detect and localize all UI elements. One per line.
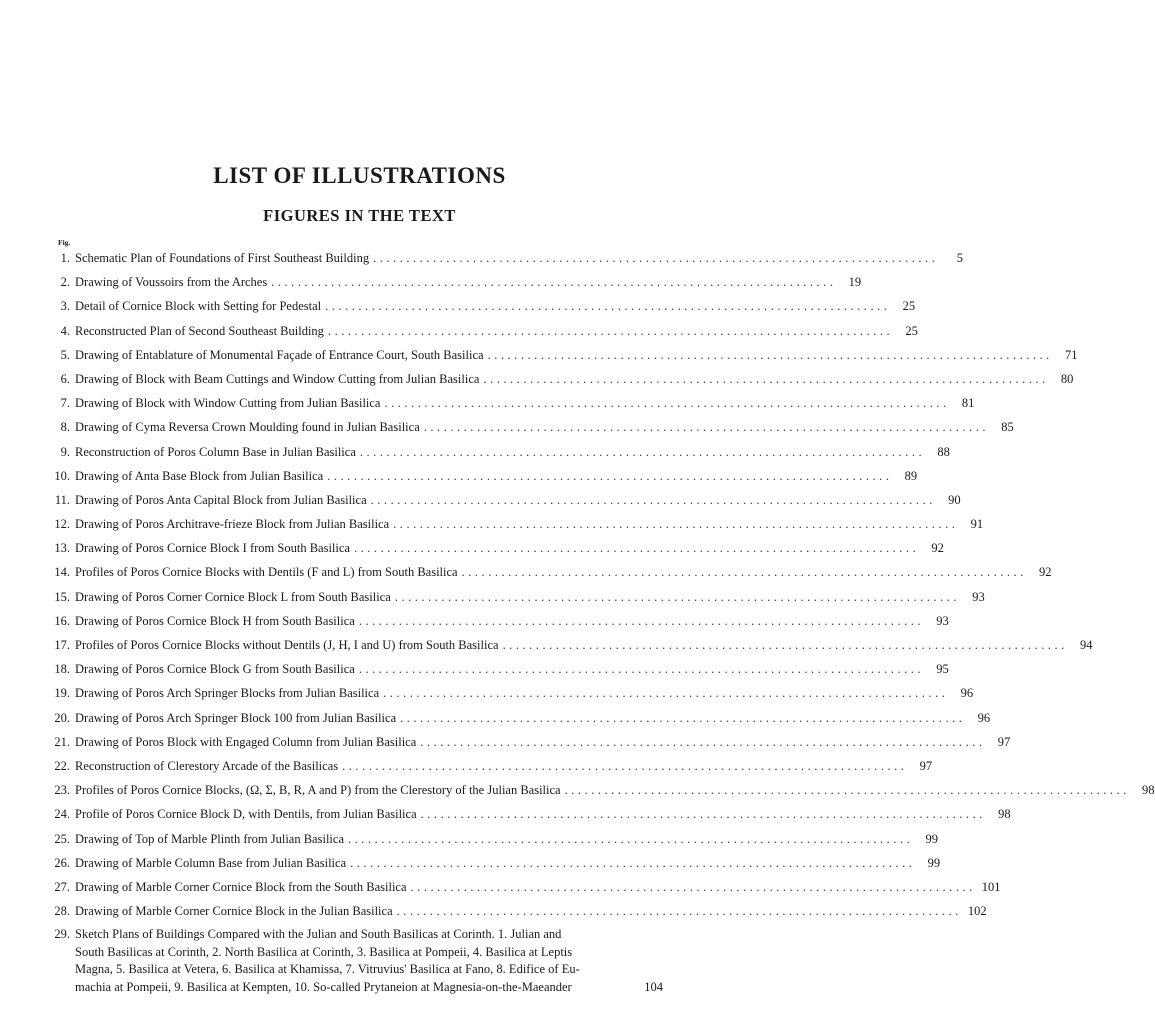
figure-caption: Drawing of Voussoirs from the Arches: [75, 275, 268, 290]
figure-entry: [40, 294, 916, 318]
figure-number: 19.: [54, 686, 70, 701]
figure-number: 20.: [54, 710, 70, 725]
figure-caption: Reconstruction of Poros Column Base in Julian Basilica: [75, 444, 356, 459]
figure-page-number: 92: [1039, 565, 1052, 580]
figure-number: 17.: [54, 638, 70, 652]
figure-number: 27.: [54, 879, 70, 894]
figure-entry: [40, 633, 1093, 657]
figure-caption: Drawing of Marble Corner Cornice Block from the South Basilica: [75, 879, 407, 894]
figure-entry: [40, 464, 918, 488]
figure-number: 21.: [54, 734, 70, 749]
figure-caption-line: South Basilicas at Corinth, 2. North Basilica at Corinth, 3. Basilica at Pompeii, 4. Basilica at Leptis: [75, 944, 573, 959]
figure-entry: [40, 802, 1011, 826]
figure-number: 24.: [54, 807, 70, 822]
dot-leader: [344, 827, 914, 851]
figure-number: 12.: [54, 517, 70, 532]
figure-entry: [40, 270, 862, 294]
figure-number: 14.: [54, 565, 70, 580]
figure-page-number: 94: [1080, 638, 1093, 652]
figure-entry: [40, 367, 1074, 391]
figure-caption: Drawing of Poros Cornice Block H from South Basilica: [75, 613, 355, 628]
figure-page-number: 88: [937, 444, 950, 459]
figure-page-number: 95: [936, 662, 949, 677]
dot-leader: [380, 391, 950, 415]
dot-leader: [561, 778, 1131, 802]
figure-caption: Drawing of Poros Cornice Block I from South Basilica: [75, 541, 350, 556]
dot-leader: [396, 706, 966, 730]
dot-leader: [355, 657, 925, 681]
figure-page-number: 104: [644, 979, 663, 994]
figure-entry: [40, 730, 1011, 754]
figure-caption: Drawing of Block with Window Cutting from Julian Basilica: [75, 396, 381, 411]
dot-leader: [355, 609, 925, 633]
figure-caption: Drawing of Poros Arch Springer Block 100 from Julian Basilica: [75, 710, 397, 725]
figure-entry: [40, 706, 991, 730]
figure-caption: Drawing of Marble Corner Cornice Block in the Julian Basilica: [75, 904, 393, 919]
figure-entry: [40, 512, 984, 536]
figure-entry: [40, 657, 949, 681]
figure-caption: Drawing of Poros Cornice Block G from South Basilica: [75, 662, 355, 677]
figure-page-number: 91: [970, 517, 984, 532]
figure-page-number: 80: [1060, 371, 1074, 386]
dot-leader: [346, 851, 916, 875]
figure-number: 6.: [60, 371, 70, 386]
figure-entry: [40, 609, 949, 633]
figure-caption-line: Magna, 5. Basilica at Vetera, 6. Basilica at Khamissa, 7. Vitruvius' Basilica at Fano, 8. Edifice of Eu-: [75, 962, 580, 977]
figure-number: 4.: [60, 323, 70, 338]
figure-page-number: 101: [981, 879, 1001, 894]
figure-page-number: 93: [936, 613, 949, 628]
figure-page-number: 98: [998, 807, 1011, 822]
figure-page-number: 99: [927, 855, 941, 870]
figure-entry: [40, 415, 1014, 439]
figure-caption-line: Sketch Plans of Buildings Compared with the Julian and South Basilicas at Corinth. 1. Julian and: [75, 927, 562, 942]
dot-leader: [350, 536, 920, 560]
figure-caption: Profile of Poros Cornice Block D, with Dentils, from Julian Basilica: [75, 807, 417, 822]
figure-entry: [40, 585, 985, 609]
figure-page-number: 25: [902, 299, 916, 314]
figure-entry: [40, 875, 1001, 899]
figure-page-number: 92: [931, 541, 944, 556]
dot-leader: [321, 294, 891, 318]
figure-number: 22.: [54, 758, 70, 773]
figure-number: 7.: [60, 396, 70, 411]
figure-entry: [40, 827, 938, 851]
figure-number: 29.: [54, 927, 70, 942]
figure-caption: Drawing of Poros Arch Springer Blocks from Julian Basilica: [75, 686, 380, 701]
figure-number: 15.: [54, 589, 70, 604]
figure-number: 3.: [60, 299, 70, 314]
figure-caption-line: machia at Pompeii, 9. Basilica at Kempten, 10. So-called Prytaneion at Magnesia-on-the-Maeander: [75, 979, 572, 994]
figure-page-number: 97: [997, 734, 1011, 749]
section-subtitle: FIGURES IN THE TEXT: [263, 206, 456, 225]
figure-caption: Drawing of Poros Anta Capital Block from Julian Basilica: [75, 492, 367, 507]
figure-entry: [40, 681, 974, 705]
figure-caption: Drawing of Poros Block with Engaged Column from Julian Basilica: [75, 734, 417, 749]
dot-leader: [420, 415, 990, 439]
figure-entry: [40, 754, 933, 778]
figure-entry: [40, 778, 1155, 802]
figure-entry: [40, 343, 1078, 367]
figure-page-number: 98: [1142, 783, 1155, 798]
figure-entry: [40, 536, 944, 560]
figure-caption: Drawing of Marble Column Base from Julian Basilica: [75, 855, 347, 870]
figure-caption: Reconstruction of Clerestory Arcade of the Basilicas: [75, 758, 339, 773]
figure-number: 11.: [54, 492, 70, 507]
dot-leader: [389, 512, 959, 536]
dot-leader: [324, 319, 894, 343]
figure-caption: Drawing of Poros Corner Cornice Block L from South Basilica: [75, 589, 391, 604]
figure-caption: Drawing of Poros Architrave-frieze Block from Julian Basilica: [75, 517, 390, 532]
figure-caption: Reconstructed Plan of Second Southeast Building: [75, 323, 324, 338]
figure-number: 28.: [54, 904, 70, 919]
dot-leader: [417, 802, 987, 826]
figure-caption: Schematic Plan of Foundations of First Southeast Building: [75, 251, 370, 265]
figure-number: 23.: [54, 783, 70, 798]
figure-number: 1.: [60, 251, 70, 265]
figure-entry: [40, 391, 975, 415]
dot-leader: [356, 440, 926, 464]
figure-caption-last-line: [40, 979, 663, 997]
dot-leader: [369, 246, 939, 270]
figure-number: 2.: [60, 275, 70, 290]
figure-list: [40, 246, 1155, 996]
figure-page-number: 71: [1065, 347, 1078, 362]
figure-page-number: 25: [905, 323, 918, 338]
figure-number: 8.: [60, 420, 70, 435]
figure-page-number: 85: [1001, 420, 1014, 435]
figure-entry: [40, 560, 1052, 584]
figure-page-number: 90: [948, 492, 961, 507]
dot-leader: [393, 899, 963, 923]
figure-page-number: 102: [967, 904, 987, 919]
dot-leader: [367, 488, 937, 512]
figure-number: 5.: [60, 347, 70, 362]
figure-page-number: 99: [925, 831, 938, 846]
fig-column-label: Fig.: [58, 238, 71, 247]
figure-entry-29: [40, 923, 663, 996]
dot-leader: [407, 875, 977, 899]
figure-number: 25.: [54, 831, 70, 846]
figure-page-number: 81: [961, 396, 975, 411]
dot-leader: [391, 585, 961, 609]
figure-number: 26.: [54, 855, 70, 870]
dot-leader: [499, 633, 1069, 657]
figure-caption: Profiles of Poros Cornice Blocks without Dentils (J, H, I and U) from South Basilica: [75, 638, 499, 652]
figure-page-number: 96: [960, 686, 974, 701]
dot-leader: [323, 464, 893, 488]
dot-leader: [458, 560, 1028, 584]
figure-page-number: 5: [956, 251, 964, 265]
figure-caption: Profiles of Poros Cornice Blocks with Dentils (F and L) from South Basilica: [75, 565, 458, 580]
figure-number: 13.: [54, 541, 70, 556]
figure-page-number: 19: [848, 275, 862, 290]
figure-entry: [40, 899, 987, 923]
dot-leader: [416, 730, 986, 754]
figure-entry: [40, 851, 941, 875]
figure-number: 9.: [60, 444, 70, 459]
figure-caption: Drawing of Block with Beam Cuttings and Window Cutting from Julian Basilica: [75, 371, 480, 386]
figure-caption: Profiles of Poros Cornice Blocks, (Ω, Σ, B, R, A and P) from the Clerestory of the Julian Basilica: [75, 783, 561, 798]
dot-leader: [484, 343, 1054, 367]
figure-caption: Drawing of Anta Base Block from Julian Basilica: [75, 468, 324, 483]
figure-caption: Drawing of Cyma Reversa Crown Moulding found in Julian Basilica: [75, 420, 420, 435]
dot-leader: [338, 754, 908, 778]
page-title: LIST OF ILLUSTRATIONS: [213, 163, 506, 188]
dot-leader: [379, 681, 949, 705]
figure-number: 18.: [54, 662, 70, 677]
figure-caption: Drawing of Top of Marble Plinth from Julian Basilica: [75, 831, 344, 846]
figure-caption: Detail of Cornice Block with Setting for Pedestal: [75, 299, 322, 314]
figure-entry: [40, 440, 950, 464]
figure-entry: [40, 319, 918, 343]
figure-entry: [40, 488, 961, 512]
figure-entry: [40, 246, 964, 270]
figure-number: 10.: [54, 468, 70, 483]
figure-page-number: 97: [919, 758, 933, 773]
dot-leader: [267, 270, 837, 294]
figure-number: 16.: [54, 613, 70, 628]
figure-page-number: 93: [972, 589, 985, 604]
figure-page-number: 96: [977, 710, 991, 725]
figure-page-number: 89: [904, 468, 918, 483]
dot-leader: [479, 367, 1049, 391]
figure-caption: Drawing of Entablature of Monumental Façade of Entrance Court, South Basilica: [75, 347, 484, 362]
